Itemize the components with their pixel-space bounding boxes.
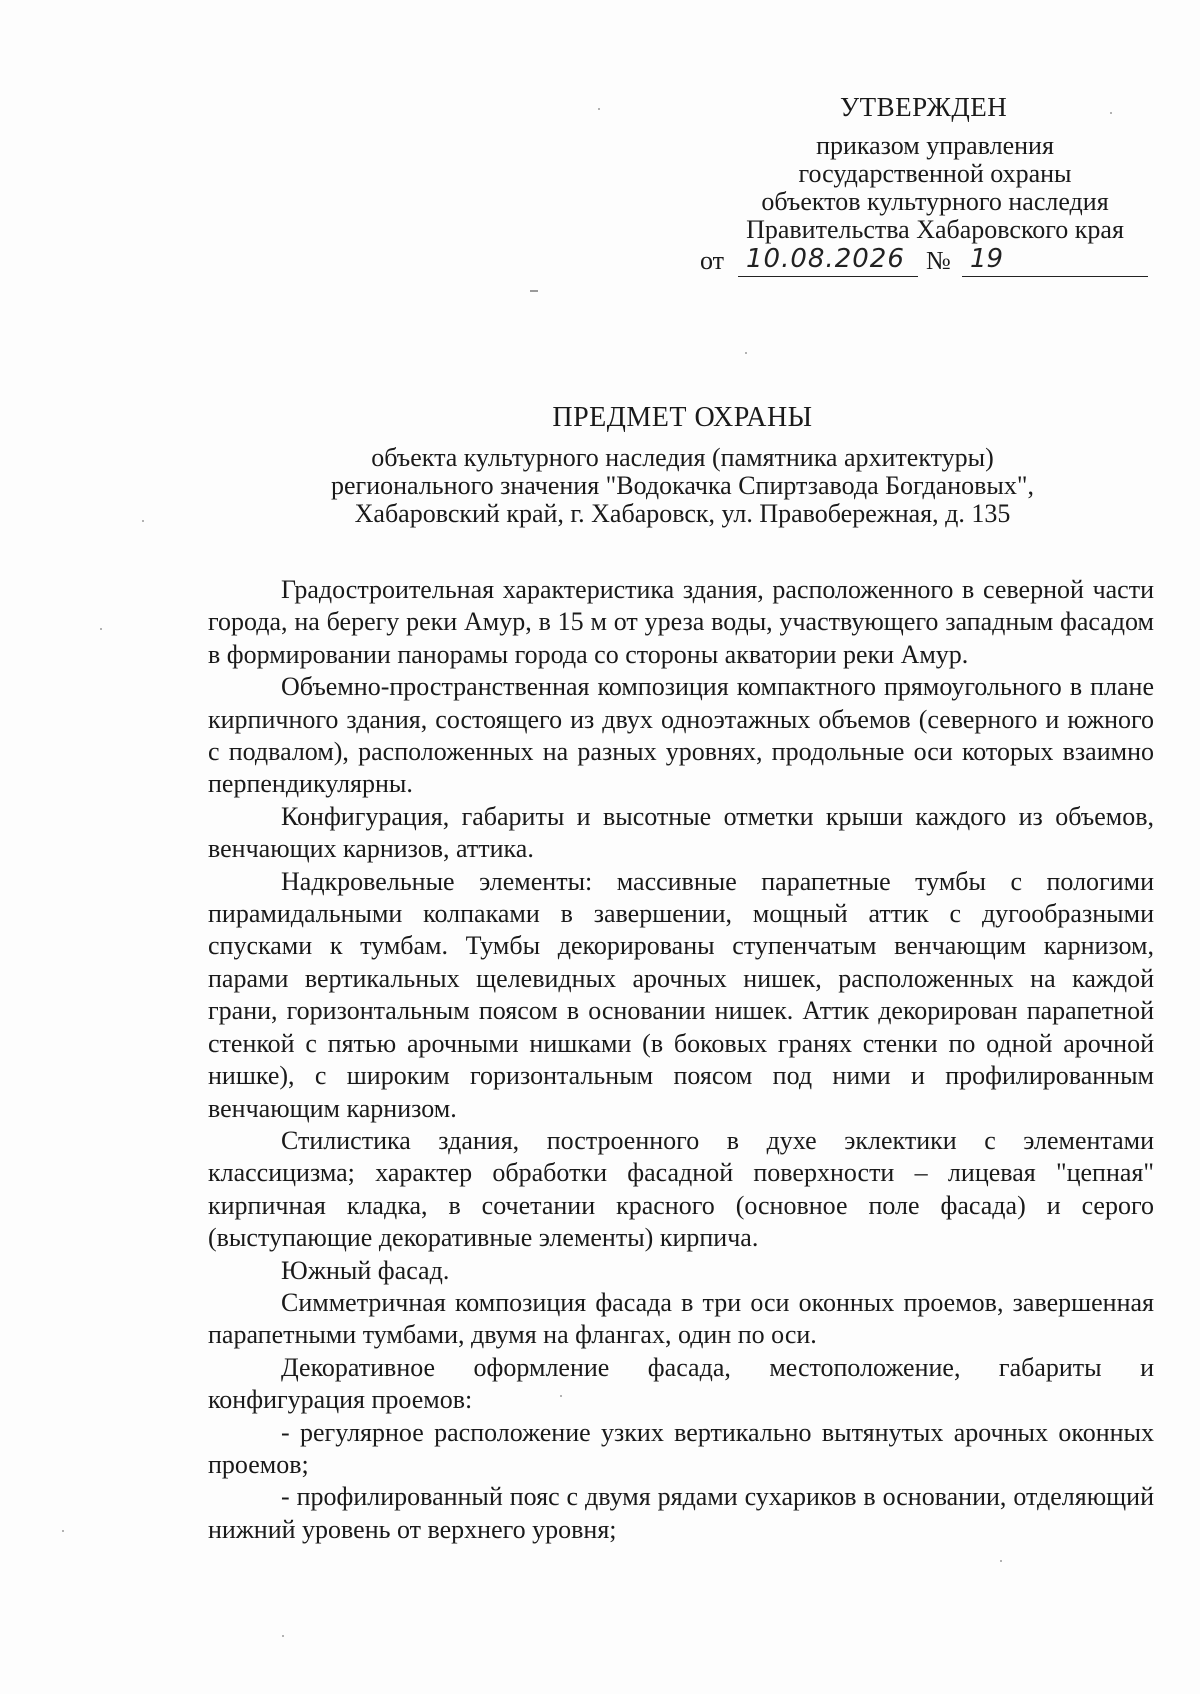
scan-speck: [1110, 112, 1112, 114]
subtitle-line: регионального значения "Водокачка Спиртзавода Богдановых",: [331, 471, 1034, 500]
order-reference: [700, 246, 1150, 280]
scan-speck: [142, 520, 144, 522]
order-date-handwritten: 10.08.2026: [746, 244, 905, 274]
from-label: от: [700, 246, 725, 275]
document-title: ПРЕДМЕТ ОХРАНЫ: [552, 402, 813, 433]
paragraph: Надкровельные элементы: массивные парапетные тумбы с пологими пирамидальными колпаками в завершении, мощный аттик с дугообразными спусками к тумбам. Тумбы декорированы ступенчатым венчающим карнизом, парами вертикальных щелевидных арочных нишек, расположенных на каждой грани, горизонтальным поясом в основании нишек. Аттик декорирован парапетной стенкой с пятью арочными нишками (в боковых гранях стенки по одной арочной нишке), с широким горизонтальным поясом под ними и профилированным венчающим карнизом.: [208, 866, 1154, 1123]
subtitle-line: объекта культурного наследия (памятника архитектуры): [371, 443, 994, 472]
paragraph: - профилированный пояс с двумя рядами сухариков в основании, отделяющий нижний уровень от верхнего уровня;: [208, 1482, 1154, 1544]
approval-line: приказом управления: [816, 131, 1054, 160]
document-body: [208, 574, 1154, 1546]
subtitle-line: Хабаровский край, г. Хабаровск, ул. Правобережная, д. 135: [354, 499, 1011, 528]
approval-line: государственной охраны: [798, 159, 1072, 188]
approval-title: УТВЕРЖДЕН: [840, 92, 1008, 122]
document-subtitle: [0, 444, 1200, 528]
paragraph: Конфигурация, габариты и высотные отметки крыши каждого из объемов, венчающих карнизов, аттика.: [208, 801, 1154, 864]
scan-speck: [530, 290, 538, 292]
paragraph: Объемно-пространственная композиция компактного прямоугольного в плане кирпичного здания, состоящего из двух одноэтажных объемов (северного и южного с подвалом), расположенных на разных уровнях, продольные оси которых взаимно перпендикулярны.: [208, 672, 1154, 799]
paragraph: - регулярное расположение узких вертикально вытянутых арочных оконных проемов;: [208, 1417, 1154, 1479]
order-number-handwritten: 19: [970, 244, 1004, 274]
scan-speck: [282, 1635, 284, 1637]
approval-line: Правительства Хабаровского края: [746, 215, 1124, 244]
order-date-field: [738, 246, 918, 277]
paragraph: Стилистика здания, построенного в духе эклектики с элементами классицизма; характер обработки фасадной поверхности – лицевая "цепная" кирпичная кладка, в сочетании красного (основное поле фасада) и серого (выступающие декоративные элементы) кирпича.: [208, 1125, 1154, 1253]
number-label: №: [926, 246, 951, 275]
paragraph: Градостроительная характеристика здания, расположенного в северной части города, на берегу реки Амур, в 15 м от уреза воды, участвующего западным фасадом в формировании панорамы города со стороны акватории реки Амур.: [208, 575, 1154, 669]
scan-speck: [1000, 1560, 1002, 1562]
paragraph: Южный фасад.: [281, 1255, 450, 1285]
paragraph: Декоративное оформление фасада, местоположение, габариты и конфигурация проемов:: [208, 1352, 1154, 1415]
approval-lines: [705, 132, 1165, 244]
order-number-field: [962, 246, 1148, 277]
scan-speck: [100, 628, 102, 630]
paragraph: Симметричная композиция фасада в три оси оконных проемов, завершенная парапетными тумбами, двумя на флангах, один по оси.: [208, 1287, 1154, 1350]
scan-speck: [598, 108, 600, 110]
scan-speck: [560, 1395, 562, 1397]
scan-speck: [62, 1530, 64, 1532]
approval-line: объектов культурного наследия: [761, 187, 1109, 216]
scan-speck: [745, 352, 747, 354]
